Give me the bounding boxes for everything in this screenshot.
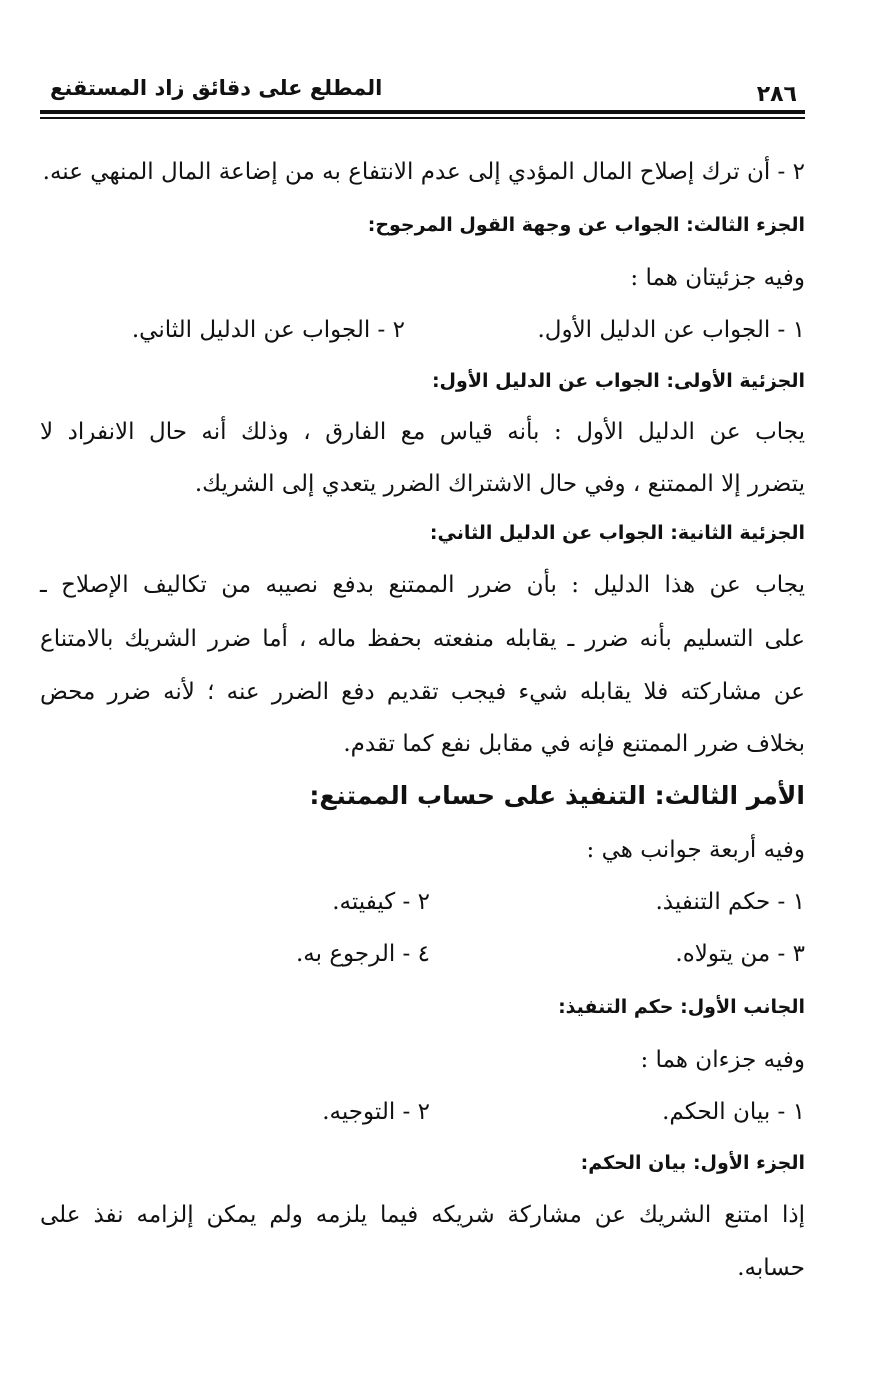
paragraph-line: وفيه جزءان هما : xyxy=(640,1047,805,1073)
major-heading: الأمر الثالث: التنفيذ على حساب الممتنع: xyxy=(309,781,805,810)
paragraph-line: بخلاف ضرر الممتنع فإنه في مقابل نفع كما تقدم. xyxy=(343,731,805,757)
list-item: ٢ - أن ترك إصلاح المال المؤدي إلى عدم الانتفاع به من إضاعة المال المنهي عنه. xyxy=(42,159,805,185)
paragraph-line: على التسليم بأنه ضرر ـ يقابله منفعته بحفظ ماله ، أما ضرر الشريك بالامتناع xyxy=(40,626,805,652)
paragraph-line: عن مشاركته فلا يقابله شيء فيجب تقديم دفع الضرر عنه ؛ لأنه ضرر محض xyxy=(40,679,805,705)
section-heading: الجانب الأول: حكم التنفيذ: xyxy=(558,996,805,1018)
section-heading: الجزء الثالث: الجواب عن وجهة القول المرجوح: xyxy=(367,214,805,236)
paragraph-line: إذا امتنع الشريك عن مشاركة شريكه فيما يلزمه ولم يمكن إلزامه نفذ على xyxy=(40,1202,805,1228)
paragraph-line: يتضرر إلا الممتنع ، وفي حال الاشتراك الضرر يتعدي إلى الشريك. xyxy=(194,471,805,497)
subsection-heading: الجزئية الأولى: الجواب عن الدليل الأول: xyxy=(431,370,805,392)
running-header xyxy=(40,72,805,112)
paragraph-line: حسابه. xyxy=(737,1255,805,1281)
header-rule-thin xyxy=(40,117,805,119)
paragraph-line: وفيه جزئيتان هما : xyxy=(630,265,805,291)
two-column-list xyxy=(40,310,805,350)
paragraph-line: يجاب عن هذا الدليل : بأن ضرر الممتنع بدفع نصيبه من تكاليف الإصلاح ـ xyxy=(40,572,805,598)
document-page xyxy=(40,0,805,1378)
list-item: ٣ - من يتولاه. xyxy=(675,941,805,967)
list-item: ١ - بيان الحكم. xyxy=(662,1099,805,1125)
list-item: ١ - حكم التنفيذ. xyxy=(655,889,805,915)
header-rule-thick xyxy=(40,110,805,114)
subsection-heading: الجزئية الثانية: الجواب عن الدليل الثاني: xyxy=(429,522,805,544)
list-item: ٢ - كيفيته. xyxy=(332,889,430,915)
paragraph-line: وفيه أربعة جوانب هي : xyxy=(586,837,805,863)
paragraph-line: يجاب عن الدليل الأول : بأنه قياس مع الفارق ، وذلك أنه حال الانفراد لا xyxy=(40,419,805,445)
list-item: ٢ - الجواب عن الدليل الثاني. xyxy=(131,317,405,343)
two-column-list xyxy=(40,934,805,974)
two-column-list xyxy=(40,1092,805,1132)
list-item: ٢ - التوجيه. xyxy=(322,1099,430,1125)
list-item: ٤ - الرجوع به. xyxy=(295,941,430,967)
list-item: ١ - الجواب عن الدليل الأول. xyxy=(537,317,805,343)
page-number: ٢٨٦ xyxy=(756,82,797,107)
section-heading: الجزء الأول: بيان الحكم: xyxy=(580,1152,805,1174)
two-column-list xyxy=(40,882,805,922)
book-title: المطلع على دقائق زاد المستقنع xyxy=(50,76,383,100)
